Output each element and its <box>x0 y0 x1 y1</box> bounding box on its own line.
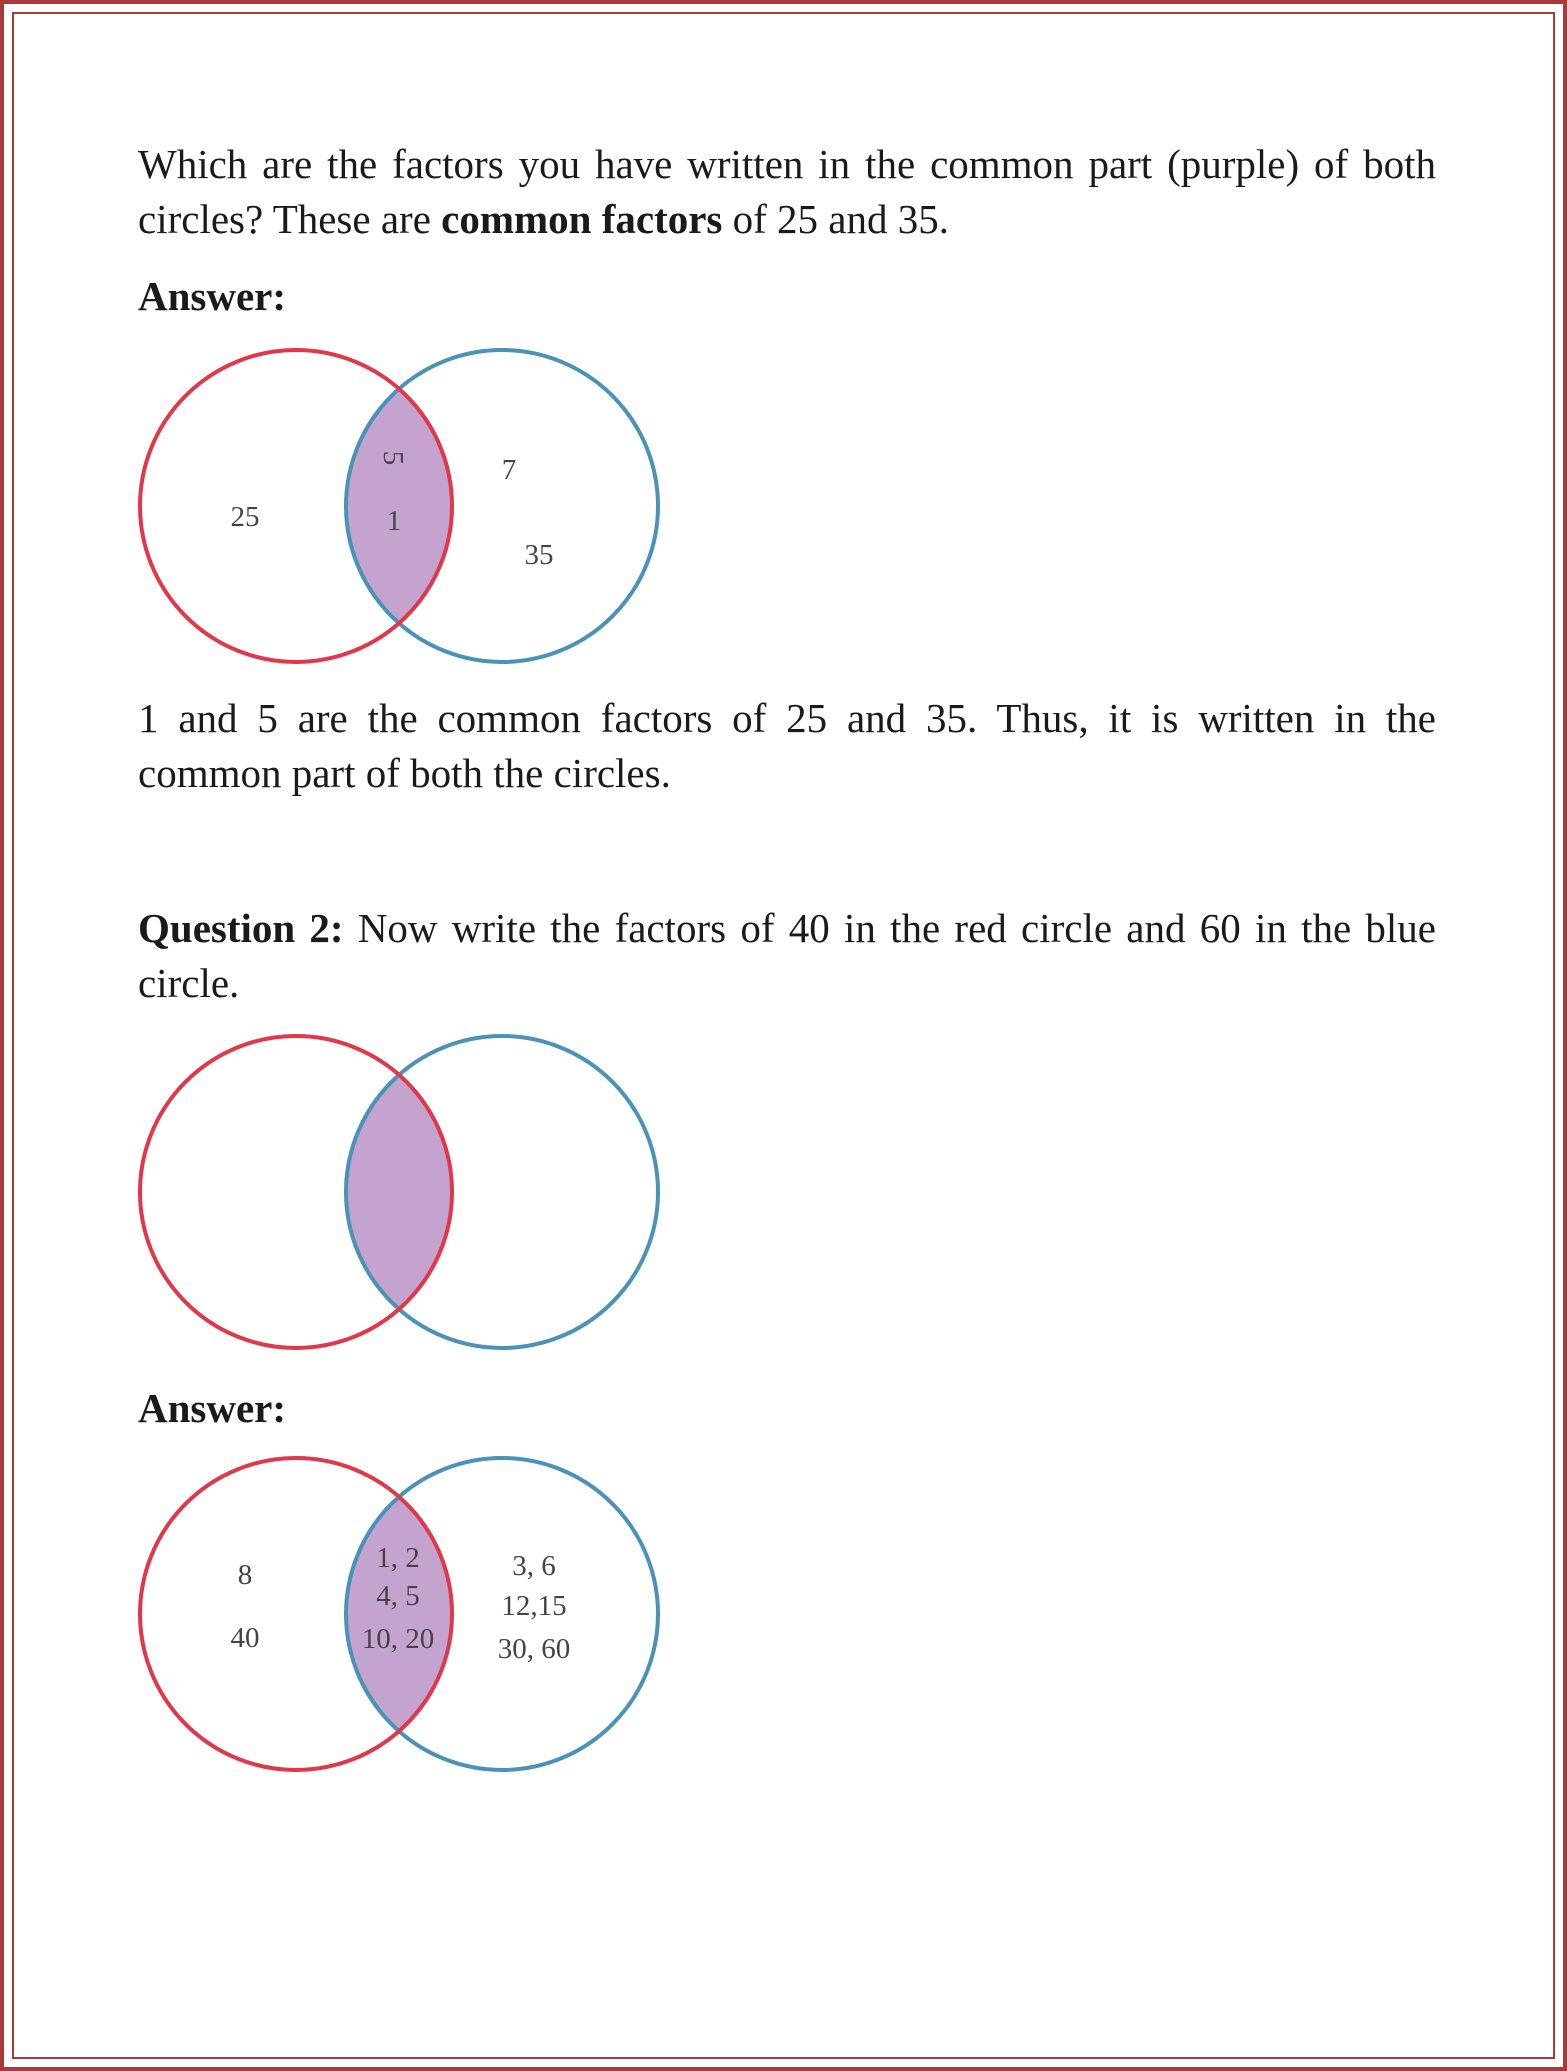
question-2-text: Now write the factors of 40 in the red circle and 60 in the blue circle. <box>138 905 1436 1006</box>
venn-diagram-1 <box>129 344 674 674</box>
venn3-left-value: 8 <box>237 1559 253 1591</box>
explanation-paragraph: 1 and 5 are the common factors of 25 and 35. Thus, it is written in the common part of both the circles. <box>138 695 1436 796</box>
venn3-common-value: 4, 5 <box>376 1580 420 1612</box>
answer-label-2: Answer: <box>138 1385 287 1431</box>
intro-text-2: of 25 and 35. <box>722 196 949 242</box>
venn3-common-value: 1, 2 <box>376 1542 420 1574</box>
answer-label-1: Answer: <box>138 273 287 319</box>
venn1-left-value: 25 <box>230 501 260 533</box>
venn3-right-value: 3, 6 <box>512 1550 556 1582</box>
venn1-common-value: 5 <box>377 450 409 466</box>
venn3-common-value: 10, 20 <box>361 1623 435 1655</box>
venn1-common-value: 1 <box>386 505 402 537</box>
venn-diagram-2 <box>129 1030 674 1360</box>
venn1-right-value: 35 <box>524 539 554 571</box>
venn3-left-value: 40 <box>230 1622 260 1654</box>
question-2 <box>138 901 1436 1011</box>
venn1-right-value: 7 <box>501 454 517 486</box>
intro-paragraph <box>138 137 1436 247</box>
venn3-right-value: 30, 60 <box>497 1633 571 1665</box>
intro-text-1: Which are the factors you have written in the common part (purple) of both circles? These are <box>138 141 1436 242</box>
intro-bold-term: common factors <box>441 196 723 242</box>
venn-diagram-3 <box>129 1452 674 1782</box>
venn3-right-value: 12,15 <box>501 1590 567 1622</box>
question-2-label: Question 2: <box>138 905 344 951</box>
